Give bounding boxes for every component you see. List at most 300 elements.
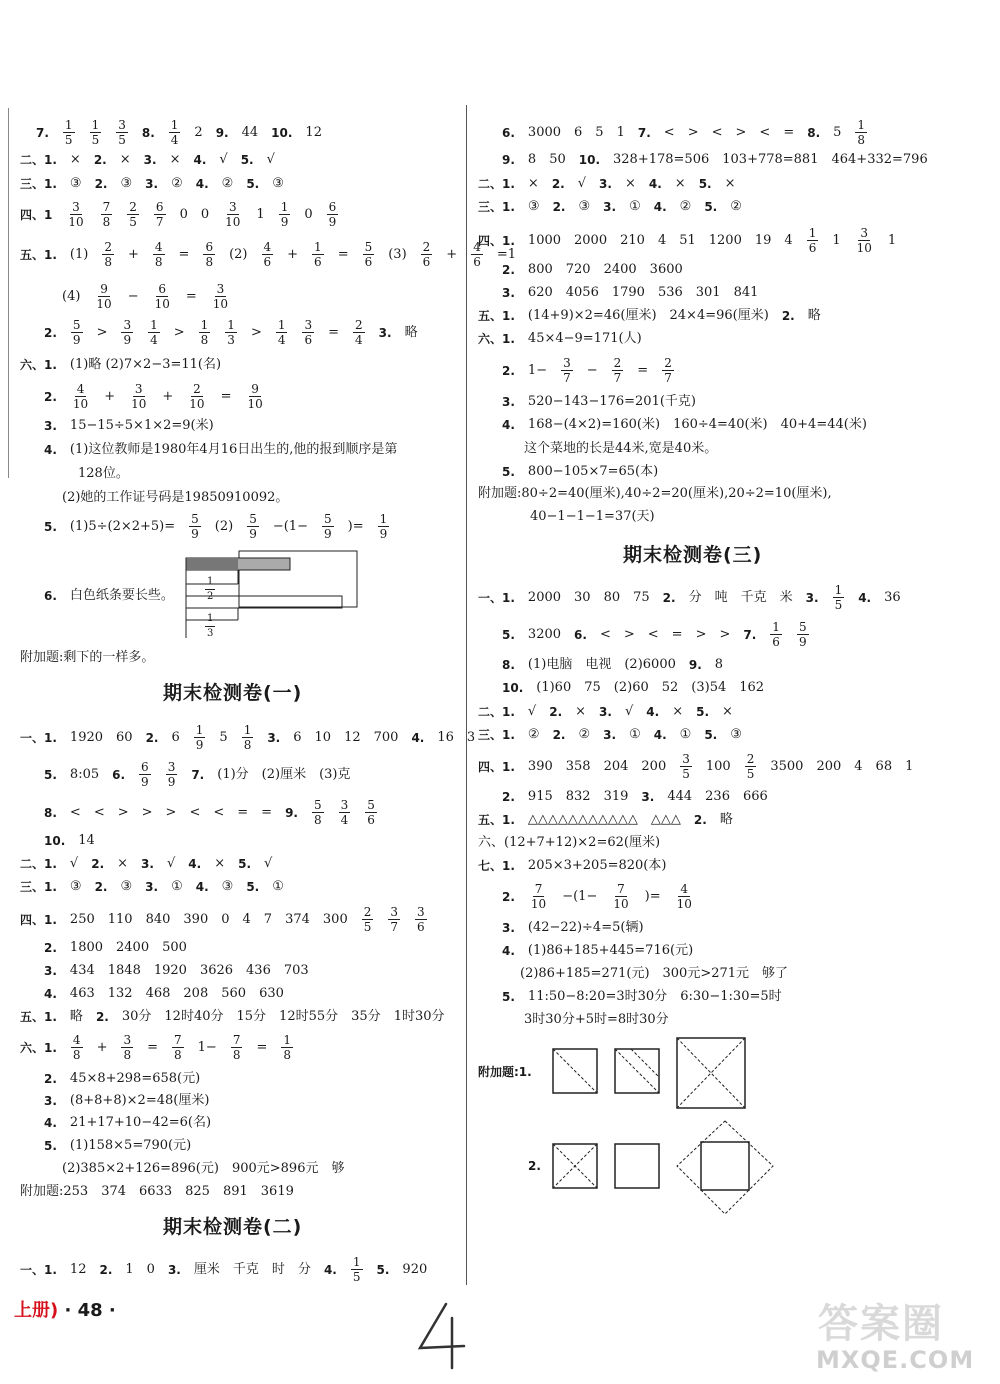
answer-text: ③ bbox=[527, 199, 540, 214]
question-number: 五、1. bbox=[20, 247, 57, 262]
answer-text: = bbox=[237, 804, 249, 820]
fraction: $\frac{3}{5}$ bbox=[682, 752, 690, 781]
answer-text: 1200 bbox=[708, 232, 742, 248]
question-number: 2. bbox=[94, 177, 108, 191]
fraction: $\frac{2}{8}$ bbox=[104, 240, 112, 269]
answer-text: 够了 bbox=[762, 966, 789, 981]
fraction: $\frac{3}{8}$ bbox=[123, 1033, 132, 1062]
binding-edge-line bbox=[8, 108, 9, 478]
question-number: 10. bbox=[502, 681, 524, 695]
fraction: $\frac{6}{9}$ bbox=[328, 200, 337, 229]
answer-line bbox=[20, 650, 154, 667]
question-number: 一、1. bbox=[20, 1262, 57, 1277]
answer-text: = bbox=[185, 288, 197, 304]
answer-text: 4 bbox=[854, 758, 863, 774]
answer-text: < bbox=[647, 626, 659, 642]
answer-text: 319 bbox=[603, 789, 629, 804]
answer-text: √ bbox=[577, 176, 587, 191]
answer-text: 0 bbox=[304, 206, 313, 222]
answer-text: ① bbox=[629, 199, 641, 214]
answer-text: = bbox=[261, 804, 273, 820]
fraction: $\frac{9}{10}$ bbox=[247, 382, 263, 411]
answer-text: 附加题:剩下的一样多。 bbox=[20, 650, 155, 665]
answer-text: 12时55分 bbox=[279, 1009, 339, 1024]
answer-line bbox=[478, 199, 742, 216]
answer-line bbox=[20, 856, 272, 873]
question-number: 4. bbox=[502, 944, 515, 958]
question-number: 2. bbox=[528, 1159, 541, 1173]
question-number: 2. bbox=[44, 389, 57, 404]
question-number: 七、1. bbox=[478, 859, 515, 873]
answer-line bbox=[478, 704, 733, 721]
answer-text: 30 bbox=[574, 589, 591, 605]
answer-text: 630 bbox=[259, 986, 284, 1001]
question-number: 3. bbox=[44, 419, 57, 433]
answer-text: 14 bbox=[78, 833, 95, 848]
question-number: 3. bbox=[603, 200, 617, 214]
answer-text: 1790 bbox=[611, 285, 645, 300]
question-number: 四、1. bbox=[478, 759, 515, 774]
answer-text: < bbox=[69, 804, 81, 820]
fraction: $\frac{1}{8}$ bbox=[200, 318, 209, 347]
answer-line bbox=[478, 858, 666, 875]
question-number: 4. bbox=[648, 177, 662, 191]
answer-line bbox=[44, 963, 309, 980]
answer-line bbox=[502, 152, 928, 169]
page-footer bbox=[14, 1296, 116, 1322]
fraction: $\frac{7}{10}$ bbox=[530, 882, 547, 911]
question-number: 2. bbox=[44, 325, 57, 340]
question-number: 3. bbox=[145, 177, 159, 191]
answer-text: 3200 bbox=[527, 626, 562, 642]
answer-text: √ bbox=[264, 856, 273, 871]
answer-text: 162 bbox=[739, 680, 765, 695]
question-number: 5. bbox=[502, 990, 515, 1004]
answer-text: 12时40分 bbox=[164, 1009, 224, 1024]
answer-line bbox=[502, 789, 768, 806]
answer-text: (1)分 bbox=[217, 766, 249, 782]
answer-text: ③ bbox=[730, 727, 742, 742]
answer-text: > bbox=[165, 804, 177, 820]
fraction: $\frac{5}{9}$ bbox=[798, 620, 807, 649]
question-number: 3. bbox=[502, 921, 515, 935]
fraction: $\frac{2}{5}$ bbox=[363, 905, 372, 934]
fraction: $\frac{3}{6}$ bbox=[304, 318, 313, 347]
answer-text: 略 bbox=[404, 324, 418, 340]
question-number: 六、1. bbox=[478, 332, 515, 346]
answer-text: )= bbox=[347, 518, 364, 534]
question-number: 2. bbox=[502, 790, 515, 804]
fraction: $\frac{5}{9}$ bbox=[249, 512, 257, 541]
answer-text: × bbox=[169, 152, 181, 167]
answer-text: + bbox=[127, 246, 139, 262]
answer-line bbox=[44, 418, 214, 435]
answer-text: ③ bbox=[69, 879, 82, 894]
answer-text: 300元>271元 bbox=[662, 966, 750, 981]
exam-1-title: 期末检测卷(一) bbox=[163, 682, 303, 704]
fraction: $\frac{3}{10}$ bbox=[131, 382, 147, 411]
question-number: 10. bbox=[578, 153, 601, 167]
answer-line bbox=[20, 152, 275, 169]
answer-text: 15−15÷5×1×2=9(米) bbox=[69, 418, 214, 433]
answer-text: > bbox=[719, 626, 731, 642]
answer-line bbox=[44, 382, 266, 411]
question-number: 6. bbox=[574, 627, 587, 642]
answer-text: × bbox=[722, 704, 733, 719]
question-number: 2. bbox=[551, 177, 565, 191]
answer-line bbox=[502, 394, 696, 411]
question-number: 2. bbox=[549, 705, 563, 719]
answer-text: 390 bbox=[527, 758, 553, 774]
svg-text:4: 4 bbox=[412, 1300, 413, 1301]
answer-text: ③ bbox=[221, 879, 234, 894]
fraction: $\frac{1}{8}$ bbox=[243, 723, 252, 752]
fraction: $\frac{1}{4}$ bbox=[150, 318, 158, 347]
answer-text: 536 bbox=[657, 285, 683, 300]
answer-line bbox=[502, 943, 693, 960]
question-number: 一、1. bbox=[478, 590, 515, 605]
answer-text: ② bbox=[679, 199, 692, 214]
answer-line bbox=[478, 486, 832, 503]
answer-text: 703 bbox=[283, 963, 309, 978]
answer-text: 390 bbox=[183, 911, 209, 927]
answer-text: ③ bbox=[272, 176, 284, 191]
fraction: $\frac{6}{8}$ bbox=[205, 240, 214, 269]
answer-text: < bbox=[189, 804, 201, 820]
answer-text: 1 bbox=[256, 206, 265, 222]
fraction: $\frac{1}{5}$ bbox=[834, 583, 843, 612]
answer-text: + bbox=[446, 246, 458, 262]
question-number: 4. bbox=[502, 418, 515, 432]
answer-text: 吨 bbox=[714, 589, 728, 605]
fraction: $\frac{3}{7}$ bbox=[563, 356, 571, 385]
question-number: 5. bbox=[704, 200, 718, 214]
answer-text: 5 bbox=[595, 124, 604, 140]
question-number: 4. bbox=[653, 728, 667, 742]
question-number: 6. bbox=[112, 767, 126, 782]
answer-text: 75 bbox=[584, 680, 601, 695]
fraction: $\frac{2}{7}$ bbox=[613, 356, 622, 385]
answer-text: + bbox=[287, 246, 299, 262]
fraction: $\frac{3}{10}$ bbox=[856, 226, 872, 255]
answer-text: 12 bbox=[305, 124, 322, 140]
answer-line bbox=[44, 940, 187, 957]
question-number: 3. bbox=[378, 325, 392, 340]
answer-text: 800 bbox=[527, 262, 553, 277]
answer-text: 1时30分 bbox=[393, 1009, 445, 1024]
question-number: 3. bbox=[44, 1094, 57, 1108]
answer-line bbox=[528, 1158, 541, 1175]
answer-text: < bbox=[711, 124, 723, 140]
question-number: 2. bbox=[91, 857, 105, 871]
answer-text: = bbox=[671, 626, 683, 642]
answer-text: 1000 bbox=[527, 232, 562, 248]
answer-text: 200 bbox=[641, 758, 667, 774]
fraction: $\frac{3}{10}$ bbox=[225, 200, 241, 229]
answer-text: < bbox=[213, 804, 225, 820]
answer-text: = bbox=[637, 362, 649, 378]
answer-text: ③ bbox=[69, 176, 82, 191]
question-number: 3. bbox=[143, 153, 157, 167]
question-number: 8. bbox=[502, 658, 515, 672]
answer-text: 4 bbox=[657, 232, 667, 248]
question-number: 2. bbox=[44, 1072, 57, 1086]
answer-text: 35分 bbox=[351, 1009, 381, 1024]
answer-line bbox=[20, 1255, 427, 1284]
answer-text: 40−1−1−1=37(天) bbox=[530, 509, 655, 524]
answer-text: 301 bbox=[695, 285, 721, 300]
answer-text: 2000 bbox=[574, 232, 608, 248]
answer-text: 10 bbox=[314, 729, 332, 745]
answer-text: 100 bbox=[705, 758, 731, 774]
answer-text: √ bbox=[527, 704, 537, 719]
answer-text: 374 bbox=[101, 1184, 127, 1199]
answer-text: 463 bbox=[69, 986, 95, 1001]
answer-text: 205×3+205=820(本) bbox=[527, 858, 667, 873]
answer-text: (1)电脑 bbox=[527, 657, 573, 672]
question-number: 2. bbox=[145, 730, 159, 745]
answer-text: × bbox=[69, 152, 81, 167]
fraction: $\frac{1}{9}$ bbox=[280, 200, 289, 229]
answer-text: ② bbox=[730, 199, 742, 214]
question-number: 5. bbox=[698, 177, 712, 191]
fraction: $\frac{3}{9}$ bbox=[167, 760, 176, 789]
fraction: $\frac{2}{4}$ bbox=[355, 318, 363, 347]
fraction: $\frac{6}{7}$ bbox=[155, 200, 164, 229]
answer-text: 200 bbox=[816, 758, 842, 774]
answer-line bbox=[20, 1184, 294, 1201]
answer-text: + bbox=[162, 388, 174, 404]
strip-fraction-half: 1 2 bbox=[207, 576, 214, 602]
question-number: 六、1. bbox=[20, 1040, 57, 1055]
question-number: 9. bbox=[688, 658, 702, 672]
answer-line bbox=[530, 509, 655, 526]
answer-text: + bbox=[104, 388, 116, 404]
fraction: $\frac{2}{6}$ bbox=[422, 240, 431, 269]
answer-text: 19 bbox=[754, 232, 772, 248]
answer-text: 374 bbox=[285, 911, 310, 927]
answer-text: √ bbox=[219, 152, 228, 167]
answer-text: ③ bbox=[120, 176, 133, 191]
answer-text: 45×8+298=658(元) bbox=[69, 1071, 201, 1086]
answer-line bbox=[478, 1064, 532, 1081]
fraction: $\frac{7}{8}$ bbox=[102, 200, 111, 229]
answer-text: < bbox=[93, 804, 105, 820]
answer-text: < bbox=[663, 124, 675, 140]
fraction: $\frac{4}{10}$ bbox=[676, 882, 692, 911]
fraction: $\frac{1}{9}$ bbox=[379, 512, 388, 541]
answer-text: 6633 bbox=[139, 1184, 173, 1199]
answer-text: 208 bbox=[183, 986, 209, 1001]
watermark bbox=[810, 1292, 990, 1380]
fraction: $\frac{7}{10}$ bbox=[613, 882, 629, 911]
answer-text: 40+4=44(米) bbox=[780, 417, 867, 432]
bonus-figure-2 bbox=[550, 1120, 780, 1220]
question-number: 3. bbox=[502, 286, 515, 300]
exam-3-title: 期末检测卷(三) bbox=[623, 544, 763, 566]
fraction: $\frac{1}{6}$ bbox=[808, 226, 817, 255]
answer-line bbox=[20, 879, 284, 896]
answer-text: = bbox=[783, 124, 795, 140]
answer-text: ① bbox=[629, 727, 641, 742]
question-number: 三、1. bbox=[20, 880, 57, 894]
answer-line bbox=[478, 308, 821, 325]
answer-text: 358 bbox=[565, 758, 591, 774]
question-number: 2. bbox=[95, 1010, 109, 1024]
answer-text: 2400 bbox=[116, 940, 150, 955]
question-number: 六、1. bbox=[20, 358, 57, 372]
answer-text: 3600 bbox=[649, 262, 683, 277]
answer-line bbox=[20, 240, 516, 269]
answer-line bbox=[478, 331, 642, 348]
answer-text: 80 bbox=[603, 589, 621, 605]
answer-text: 2400 bbox=[603, 262, 637, 277]
answer-text: 444 bbox=[667, 789, 693, 804]
answer-text: 436 bbox=[246, 963, 271, 978]
fraction: $\frac{1}{9}$ bbox=[195, 723, 204, 752]
question-number: 2. bbox=[93, 153, 107, 167]
answer-text: (42−22)÷4=5(辆) bbox=[527, 920, 644, 935]
answer-line bbox=[20, 905, 428, 934]
question-number: 3. bbox=[141, 857, 154, 871]
fraction: $\frac{5}{6}$ bbox=[364, 240, 373, 269]
answer-line bbox=[502, 118, 868, 147]
answer-line bbox=[502, 882, 695, 911]
answer-text: 168−(4×2)=160(米) bbox=[527, 417, 661, 432]
question-number: 2. bbox=[94, 880, 108, 894]
answer-text: × bbox=[527, 176, 539, 191]
answer-text: 36 bbox=[884, 589, 901, 605]
question-number: 4. bbox=[44, 987, 57, 1001]
answer-text: 电视 bbox=[585, 657, 612, 672]
fraction: $\frac{6}{10}$ bbox=[154, 282, 170, 311]
question-number: 4. bbox=[653, 200, 667, 214]
answer-text: 3时30分+5时=8时30分 bbox=[524, 1012, 669, 1027]
answer-text: (2)厘米 bbox=[261, 766, 307, 782]
answer-text: < bbox=[759, 124, 771, 140]
answer-text: ② bbox=[221, 176, 234, 191]
answer-text: 68 bbox=[875, 758, 893, 774]
question-number: 3. bbox=[641, 790, 655, 804]
question-number: 5. bbox=[240, 153, 254, 167]
answer-line bbox=[44, 1138, 191, 1155]
question-number: 2. bbox=[502, 263, 515, 277]
answer-text: 841 bbox=[733, 285, 759, 300]
answer-text: (4) bbox=[62, 288, 81, 304]
question-number: 9. bbox=[285, 805, 298, 820]
answer-text: 7 bbox=[263, 911, 273, 927]
fraction: $\frac{5}{9}$ bbox=[323, 512, 332, 541]
answer-text: 4056 bbox=[565, 285, 599, 300]
fraction: $\frac{3}{5}$ bbox=[118, 118, 126, 147]
question-number: 二、1. bbox=[478, 177, 515, 191]
answer-text: 24×4=96(厘米) bbox=[669, 308, 769, 323]
question-number: 8. bbox=[44, 805, 57, 820]
question-number: 五、1. bbox=[478, 813, 515, 827]
answer-text: ① bbox=[272, 879, 284, 894]
answer-text: 1 bbox=[125, 1261, 134, 1277]
answer-line bbox=[520, 966, 788, 983]
answer-text: 6:30−1:30=5时 bbox=[680, 989, 782, 1004]
answer-line bbox=[44, 318, 418, 347]
fraction: $\frac{3}{10}$ bbox=[68, 200, 84, 229]
answer-text: (1)这位教师是1980年4月16日出生的,他的报到顺序是第 bbox=[69, 442, 398, 457]
fraction: $\frac{1}{5}$ bbox=[91, 118, 100, 147]
question-number: 5. bbox=[246, 177, 260, 191]
answer-text: 464+332=796 bbox=[831, 152, 928, 167]
answer-text: = bbox=[337, 246, 349, 262]
answer-line bbox=[44, 1093, 209, 1110]
question-number: 3. bbox=[44, 964, 57, 978]
answer-text: 16 bbox=[437, 729, 454, 745]
answer-text: 0 bbox=[146, 1261, 155, 1277]
answer-text: 800−105×7=65(本) bbox=[527, 464, 659, 479]
answer-text: 840 bbox=[145, 911, 171, 927]
answer-text: 0 bbox=[221, 911, 230, 927]
question-number: 4. bbox=[858, 590, 872, 605]
answer-text: 6 bbox=[293, 729, 302, 745]
fraction: $\frac{7}{8}$ bbox=[232, 1033, 241, 1062]
question-number: 2. bbox=[693, 813, 707, 827]
answer-text: − bbox=[127, 288, 139, 304]
answer-text: = bbox=[178, 246, 190, 262]
answer-line bbox=[502, 356, 675, 385]
answer-text: (2)她的工作证号码是19850910092。 bbox=[62, 490, 289, 505]
answer-text: )= bbox=[644, 888, 661, 904]
answer-text: 2 bbox=[194, 124, 203, 140]
answer-line bbox=[62, 282, 231, 311]
question-number: 7. bbox=[36, 125, 49, 140]
question-number: 5. bbox=[502, 627, 515, 642]
question-number: 三、1. bbox=[478, 200, 515, 214]
fraction: $\frac{1}{4}$ bbox=[170, 118, 179, 147]
answer-line bbox=[20, 357, 221, 374]
answer-text: 560 bbox=[221, 986, 247, 1001]
answer-text: 千克 bbox=[232, 1261, 259, 1277]
answer-text: < bbox=[599, 626, 611, 642]
answer-text: > bbox=[250, 324, 262, 340]
question-number: 3. bbox=[805, 590, 819, 605]
answer-text: > bbox=[141, 804, 153, 820]
answer-text: 3500 bbox=[770, 758, 804, 774]
page-number: · 48 · bbox=[64, 1300, 116, 1321]
handwritten-mark bbox=[412, 1300, 472, 1370]
answer-text: × bbox=[724, 176, 736, 191]
question-number: 10. bbox=[44, 834, 66, 848]
fraction: $\frac{1}{5}$ bbox=[352, 1255, 361, 1284]
fraction: $\frac{5}{8}$ bbox=[314, 798, 322, 827]
question-number: 6. bbox=[44, 589, 57, 603]
question-number: 二、1. bbox=[478, 705, 515, 719]
question-number: 2. bbox=[99, 1262, 113, 1277]
answer-text: 0 bbox=[179, 206, 188, 222]
question-number: 4. bbox=[195, 177, 209, 191]
answer-text: 920 bbox=[402, 1261, 428, 1277]
answer-text: 5 bbox=[219, 729, 228, 745]
question-number: 四、1. bbox=[478, 233, 515, 248]
answer-line bbox=[44, 798, 378, 827]
fraction: $\frac{1}{8}$ bbox=[857, 118, 866, 147]
question-number: 4. bbox=[193, 153, 207, 167]
answer-text: 1− bbox=[197, 1039, 217, 1055]
question-number: 2. bbox=[44, 941, 57, 955]
question-number: 5. bbox=[44, 519, 57, 534]
answer-text: 666 bbox=[742, 789, 768, 804]
question-number: 5. bbox=[376, 1262, 390, 1277]
answer-text: × bbox=[119, 152, 131, 167]
fraction: $\frac{4}{6}$ bbox=[473, 240, 481, 269]
fraction: $\frac{1}{4}$ bbox=[277, 318, 286, 347]
